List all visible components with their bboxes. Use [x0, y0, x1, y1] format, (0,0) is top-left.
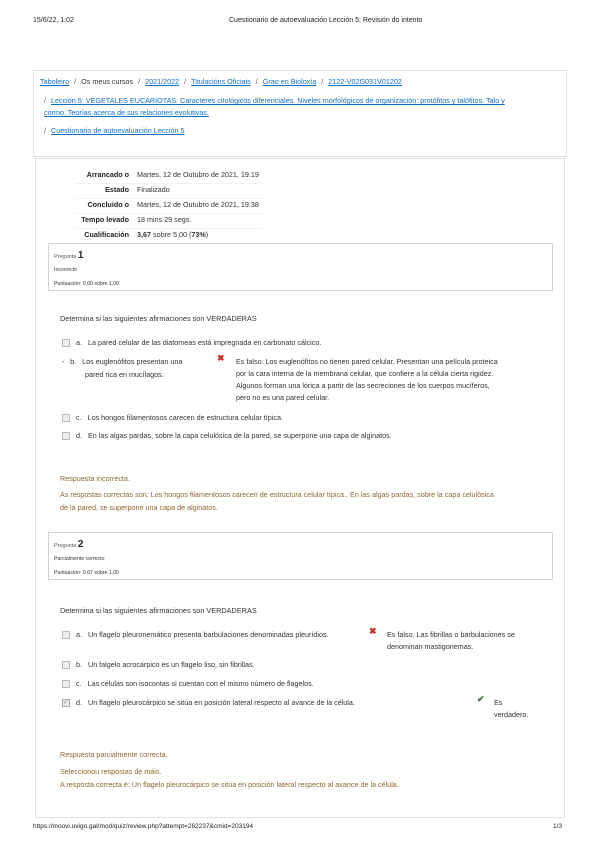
print-datetime: 15/6/22, 1:02: [33, 17, 74, 24]
checkbox-checked[interactable]: [62, 699, 70, 707]
checkbox[interactable]: [62, 414, 70, 422]
incorrect-icon: ✖: [217, 353, 225, 363]
question-2-info: [48, 532, 553, 580]
summary-key: Arrancado o: [86, 170, 129, 179]
question-2-prompt: Determina si las siguientes afirmaciones son VERDADERAS: [60, 606, 257, 615]
summary-key: Concluído o: [87, 200, 129, 209]
print-url: https://moovi.uvigo.gal/mod/quiz/review.php?attempt=262237&cmid=203194: [33, 823, 254, 830]
breadcrumb-biology[interactable]: Grao en Bioloxía: [262, 77, 317, 86]
q1-option-a[interactable]: a. La pared celular de las diatomeas está impregnada en carbonato cálcico.: [62, 337, 321, 349]
question-state: Parcialmente correcto: [54, 556, 105, 562]
q2-feedback-d: Es verdadero.: [494, 698, 529, 719]
question-number: Pregunta 2: [54, 539, 84, 550]
checkbox[interactable]: [62, 661, 70, 669]
q1-feedback-b: Es falso. Los euglenófitos no tienen pared celular. Presentan una película proteica por la cara interna de la membrana celular, que confiere a la célula cierta rigidez. Algunos forman una lórica a partir de las secreciones de los cuerpos mucíferos, pero no es una pared celular.: [236, 357, 498, 402]
print-title: Cuestionario de autoevaluación Lección 5: Revisión do intento: [229, 17, 423, 24]
breadcrumb-official-degrees[interactable]: Titulacións Oficiais: [191, 77, 251, 86]
summary-key: Estado: [105, 185, 129, 194]
correct-check-icon: ✔: [477, 694, 485, 704]
summary-key: Tempo levado: [81, 215, 129, 224]
q1-option-d[interactable]: d. En las algas pardas, sobre la capa celulósica de la pared, se superpone una capa de alginatos.: [62, 430, 392, 442]
breadcrumb-lesson-link[interactable]: Lección 5: VEGETALES EUCARIOTAS. Caracteres citológicos diferenciales. Niveles morfológicos de organización: protófitos y talófitos. Talo y: [51, 96, 505, 105]
incorrect-icon: ✖: [369, 626, 377, 636]
summary-value: Finalizado: [137, 185, 170, 194]
attempt-summary: [75, 169, 263, 244]
breadcrumb: Taboleiro / Os meus cursos / 2021/2022 / Titulacións Oficiais / Grao en Bioloxía / 2122-V02G031V01202: [40, 77, 402, 86]
radio-marker-icon: •: [62, 360, 65, 366]
breadcrumb-year[interactable]: 2021/2022: [145, 77, 180, 86]
checkbox[interactable]: [62, 680, 70, 688]
checkbox[interactable]: [62, 432, 70, 440]
checkbox[interactable]: [62, 631, 70, 639]
breadcrumb-quiz-link[interactable]: Cuestionario de autoevaluación Lección 5: [51, 126, 185, 135]
q2-option-b[interactable]: b. Un falgelo acrocárpico es un flagelo liso, sin fibrillas.: [62, 659, 255, 671]
summary-value: 18 mins 29 segs.: [137, 215, 192, 224]
breadcrumb-dashboard[interactable]: Taboleiro: [40, 77, 70, 86]
q1-option-b[interactable]: • b. Los euglenófitos presentan una pared rica en mucílagos.: [62, 357, 183, 379]
breadcrumb-lesson-link-cont[interactable]: cormo. Teorías acerca de sus relaciones evolutivas.: [44, 108, 209, 117]
breadcrumb-my-courses: Os meus cursos: [81, 77, 134, 86]
q2-extra-note: Seleccionou respostas de máis.: [60, 767, 162, 776]
grade-key: Cualificación: [84, 230, 129, 239]
q2-feedback-a: Es falso. Las fibrillas o barbulaciones se denominan mastigonemas.: [387, 630, 515, 651]
breadcrumb-quiz: / Cuestionario de autoevaluación Lección 5: [44, 126, 185, 135]
q2-option-c[interactable]: c. Las células son isocontas si cuentan con el mismo número de flagelos.: [62, 678, 314, 690]
q1-outcome: Respuesta incorrecta.: [60, 474, 130, 483]
question-mark: Puntuación: 0,00 sobre 1,00: [54, 281, 119, 287]
q2-outcome: Respuesta parcialmente correcta.: [60, 750, 168, 759]
question-state: Incorrecto: [54, 267, 78, 273]
q2-right-answer: A resposta correcta é: Un flagelo pleurocárpico se sitúa en posición lateral respecto al avance de la célula.: [60, 780, 399, 789]
grade-value: 3,67 sobre 5,00 (73%): [137, 230, 209, 239]
print-page-number: 1/3: [553, 823, 563, 830]
summary-value: Martes, 12 de Outubro de 2021, 19:38: [137, 200, 259, 209]
question-1-prompt: Determina si las siguientes afirmaciones son VERDADERAS: [60, 314, 257, 323]
breadcrumb-lesson: / Lección 5: VEGETALES EUCARIOTAS. Caracteres citológicos diferenciales. Niveles morfológicos de organización: protófitos y talófitos. Talo y cormo. Teorías acerca de sus relaciones evolutivas.: [44, 96, 505, 117]
summary-value: Martes, 12 de Outubro de 2021, 19:19: [137, 170, 259, 179]
q2-option-a[interactable]: a. Un flagelo pleuronemático presenta barbulaciones denominadas pleurídios.: [62, 629, 329, 641]
question-1-info: [48, 243, 553, 291]
q2-option-d[interactable]: ✓d. Un flagelo pleurocárpico se sitúa en posición lateral respecto al avance de la célula.: [62, 697, 355, 709]
q1-option-c[interactable]: c. Los hongos filamentosos carecen de estructura celular típica.: [62, 412, 283, 424]
checkbox[interactable]: [62, 339, 70, 347]
question-mark: Puntuación: 0,67 sobre 1,00: [54, 570, 119, 576]
q1-right-answer: As respostas correctas son: Los hongos filamentosos carecen de estructura celular típica., En las algas pardas, sobre la capa celulósica de la pared, se superpone una capa de alginatos.: [60, 490, 494, 512]
breadcrumb-course-code[interactable]: 2122-V02G031V01202: [328, 77, 402, 86]
question-number: Pregunta 1: [54, 250, 84, 261]
